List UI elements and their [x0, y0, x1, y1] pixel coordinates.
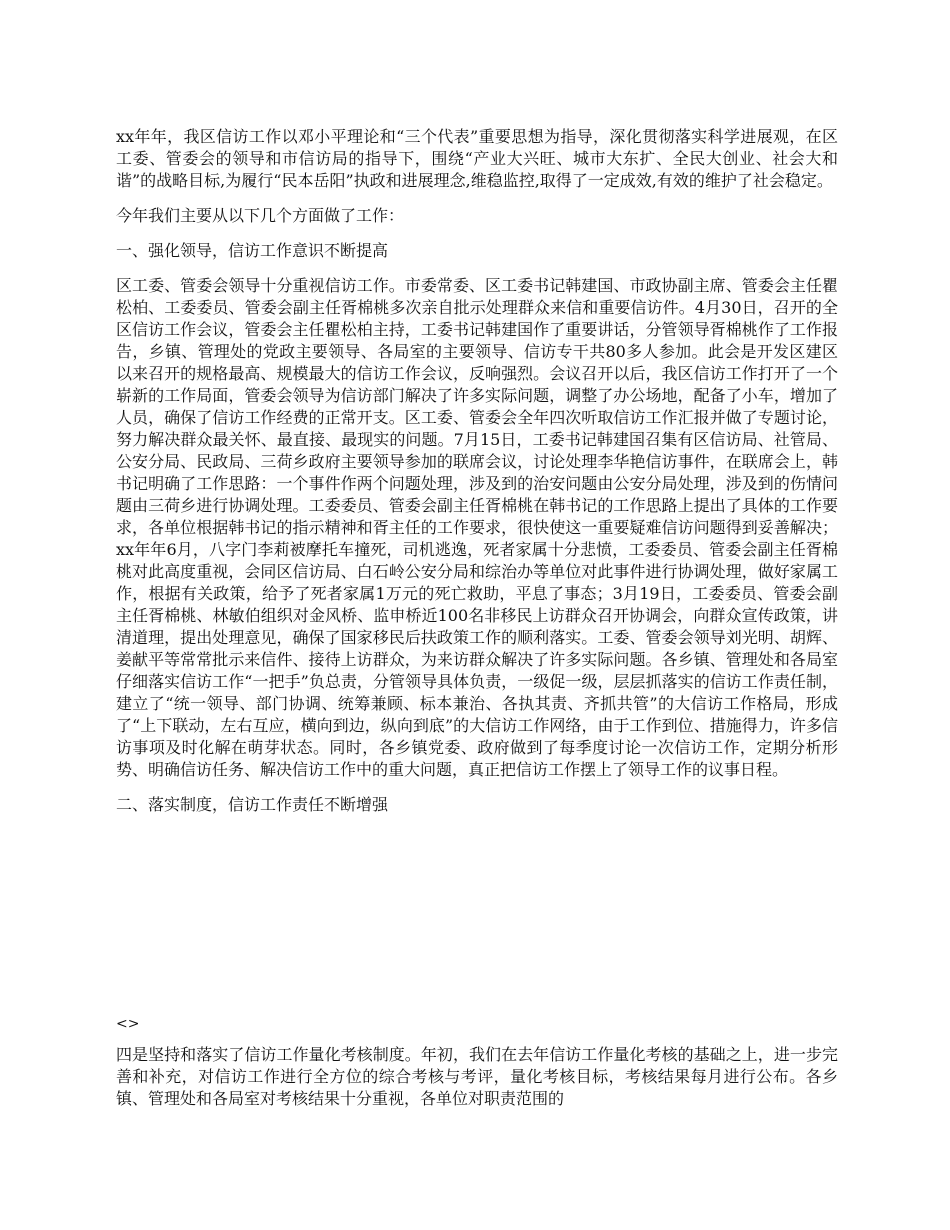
intro-paragraph: xx年年，我区信访工作以邓小平理论和“三个代表”重要思想为指导，深化贯彻落实科学进展观，在区工委、管委会的领导和市信访局的指导下，围绕“产业大兴旺、城市大东扩、全民大创业、社会大和谐”的战略目标,为履行“民本岳阳”执政和进展理念,维稳监控,取得了一定成效,有效的维护了社会稳定。: [116, 127, 838, 190]
section-heading-2: 二、落实制度，信访工作责任不断增强: [116, 795, 389, 814]
page-break-marker: <>: [116, 1016, 140, 1032]
section-1-paragraph: 区工委、管委会领导十分重视信访工作。市委常委、区工委书记韩建国、市政协副主席、管委会主任瞿松柏、工委委员、管委会副主任胥棉桃多次亲自批示处理群众来信和重要信访件。4月30日，召开的全区信访工作会议，管委会主任瞿松柏主持，工委书记韩建国作了重要讲话，分管领导胥棉桃作了工作报告，乡镇、管理处的党政主要领导、各局室的主要领导、信访专干共80多人参加。此会是开发区建区以来召开的规格最高、规模最大的信访工作会议，反响强烈。会议召开以后，我区信访工作打开了一个崭新的工作局面，管委会领导为信访部门解决了许多实际问题，调整了办公场地，配备了小车，增加了人员，确保了信访工作经费的正常开支。区工委、管委会全年四次听取信访工作汇报并做了专题讨论，努力解决群众最关怀、最直接、最现实的问题。7月15日，工委书记韩建国召集有区信访局、社管局、公安分局、民政局、三荷乡政府主要领导参加的联席会议，讨论处理李华艳信访事件，在联席会上，韩书记明确了工作思路：一个事件作两个问题处理，涉及到的治安问题由公安分局处理，涉及到的伤情问题由三荷乡进行协调处理。工委委员、管委会副主任胥棉桃在韩书记的工作思路上提出了具体的工作要求，各单位根据韩书记的指示精神和胥主任的工作要求，很快使这一重要疑难信访问题得到妥善解决；xx年年6月，八字门李莉被摩托车撞死，司机逃逸，死者家属十分悲愤，工委委员、管委会副主任胥棉桃对此高度重视，会同区信访局、白石岭公安分局和综治办等单位对此事件进行协调处理，做好家属工作，根据有关政策，给予了死者家属1万元的死亡救助，平息了事态；3月19日，工委委员、管委会副主任胥棉桃、林敏伯组织对金风桥、监申桥近100名非移民上访群众召开协调会，向群众宣传政策，讲清道理，提出处理意见，确保了国家移民后扶政策工作的顺利落实。工委、管委会领导刘光明、胡辉、姜献平等常常批示来信件、接待上访群众，为来访群众解决了许多实际问题。各乡镇、管理处和各局室仔细落实信访工作“一把手”负总责，分管领导具体负责，一级促一级，层层抓落实的信访工作责任制，建立了“统一领导、部门协调、统筹兼顾、标本兼治、各执其责、齐抓共管”的大信访工作格局，形成了“上下联动，左右互应，横向到边，纵向到底”的大信访工作网络，由于工作到位、措施得力，许多信访事项及时化解在萌芽状态。同时，各乡镇党委、政府做到了每季度讨论一次信访工作，定期分析形势、明确信访任务、解决信访工作中的重大问题，真正把信访工作摆上了领导工作的议事日程。: [116, 276, 838, 779]
section-heading-1: 一、强化领导，信访工作意识不断提高: [116, 241, 389, 260]
document-body: [116, 126, 838, 816]
overview-paragraph: 今年我们主要从以下几个方面做了工作：: [116, 206, 405, 225]
document-body-continued: [116, 1044, 838, 1110]
section-2-paragraph-4: 四是坚持和落实了信访工作量化考核制度。年初，我们在去年信访工作量化考核的基础之上，进一步完善和补充，对信访工作进行全方位的综合考核与考评，量化考核目标，考核结果每月进行公布。各乡镇、管理处和各局室对考核结果十分重视，各单位对职责范围的: [116, 1045, 838, 1108]
